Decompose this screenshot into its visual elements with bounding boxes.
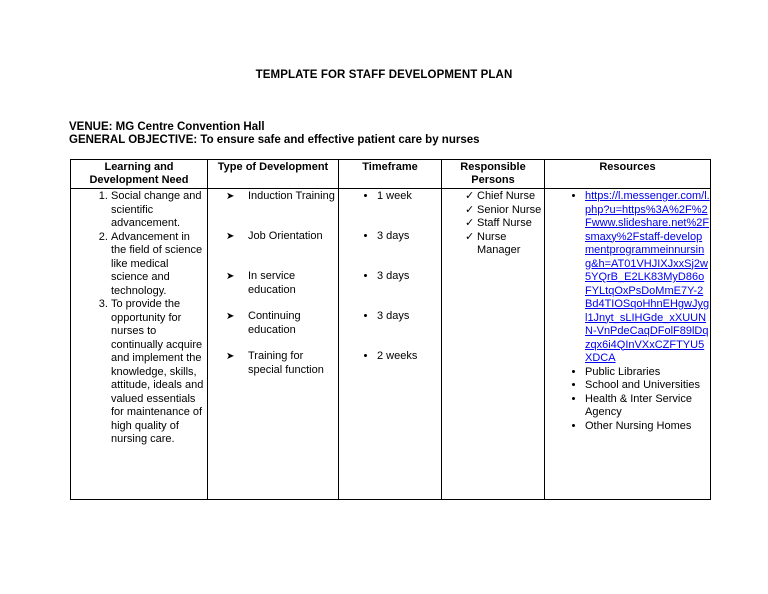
list-item: • 2 weeks — [377, 350, 441, 364]
responsible-persons-list — [442, 190, 544, 258]
list-item: ✓ Nurse Manager — [465, 230, 521, 256]
list-item: • Other Nursing Homes — [585, 420, 710, 434]
timeframe-list — [339, 190, 441, 364]
arrow-bullet-icon: ➤ — [226, 271, 235, 282]
header-resources: Resources — [545, 160, 711, 189]
arrow-bullet-icon: ➤ — [226, 311, 235, 322]
list-item: • 3 days — [377, 270, 441, 310]
document-title: TEMPLATE FOR STAFF DEVELOPMENT PLAN — [255, 69, 513, 81]
learning-need-cell — [71, 189, 208, 500]
checkmark-icon: ✓ — [465, 190, 475, 202]
header-learning-need: Learning and Development Need — [71, 160, 208, 189]
slideshare-link[interactable]: https://l.messenger.com/l.php?u=https%3A%2F%2Fwww.slideshare.net%2Fsmaxy%2Fstaff-developmentprogrammeinnursing&h=AT01VHJIXJxxSj2w5YQrB_E2LK83MyD86oFYLtqOxPsDoMmE7Y-2Bd4TIOSqoHhnEHgwJygl1Jnyt_sLIHGde_xXUUNN-VnPdeCaqDFolF89lDqzqx6i4QInVXxCZFTYU5XDCA — [585, 190, 710, 364]
timeframe-cell — [339, 189, 442, 500]
responsible-persons-cell — [442, 189, 545, 500]
list-item: 3. To provide the opportunity for nurses to continually acquire and implement the knowledge, skills, attitude, ideals and valued essentials for maintenance of high quality of nursing care. — [111, 298, 207, 447]
list-item: ➤ Job Orientation — [226, 230, 323, 242]
list-item — [585, 190, 710, 366]
table-row — [71, 189, 711, 500]
list-item: ✓ Staff Nurse — [465, 217, 532, 229]
staff-development-plan-table — [70, 159, 711, 500]
header-responsible-persons: Responsible Persons — [442, 160, 545, 189]
development-type-list — [208, 190, 338, 377]
type-of-development-cell — [208, 189, 339, 500]
list-item: ✓ Senior Nurse — [465, 203, 542, 216]
header-timeframe: Timeframe — [339, 160, 442, 189]
list-item: 2. Advancement in the field of science like medical science and technology. — [111, 231, 207, 299]
list-item: ➤ Continuing education — [226, 310, 301, 336]
list-item: • Public Libraries — [585, 366, 710, 380]
resources-list — [545, 190, 710, 433]
table-header-row — [71, 160, 711, 189]
resources-cell — [545, 189, 711, 500]
arrow-bullet-icon: ➤ — [226, 191, 235, 202]
arrow-bullet-icon: ➤ — [226, 351, 235, 362]
arrow-bullet-icon: ➤ — [226, 231, 235, 242]
checkmark-icon: ✓ — [465, 217, 475, 229]
list-item: • School and Universities — [585, 379, 710, 393]
list-item: ➤ Induction Training — [226, 190, 335, 202]
learning-need-list — [71, 190, 207, 447]
header-type-of-development: Type of Development — [208, 160, 339, 189]
list-item: • 3 days — [377, 230, 441, 270]
general-objective-line: GENERAL OBJECTIVE: To ensure safe and effective patient care by nurses — [69, 134, 480, 146]
list-item: ✓ Chief Nurse — [465, 190, 536, 202]
list-item: • Health & Inter Service Agency — [585, 393, 710, 420]
checkmark-icon: ✓ — [465, 230, 475, 243]
venue-line: VENUE: MG Centre Convention Hall — [69, 121, 265, 133]
list-item: • 3 days — [377, 310, 441, 350]
list-item: ➤ In service education — [226, 270, 296, 296]
list-item: • 1 week — [377, 190, 441, 230]
checkmark-icon: ✓ — [465, 203, 475, 216]
list-item: ➤ Training for special function — [226, 350, 324, 376]
list-item: 1. Social change and scientific advancement. — [111, 190, 207, 231]
